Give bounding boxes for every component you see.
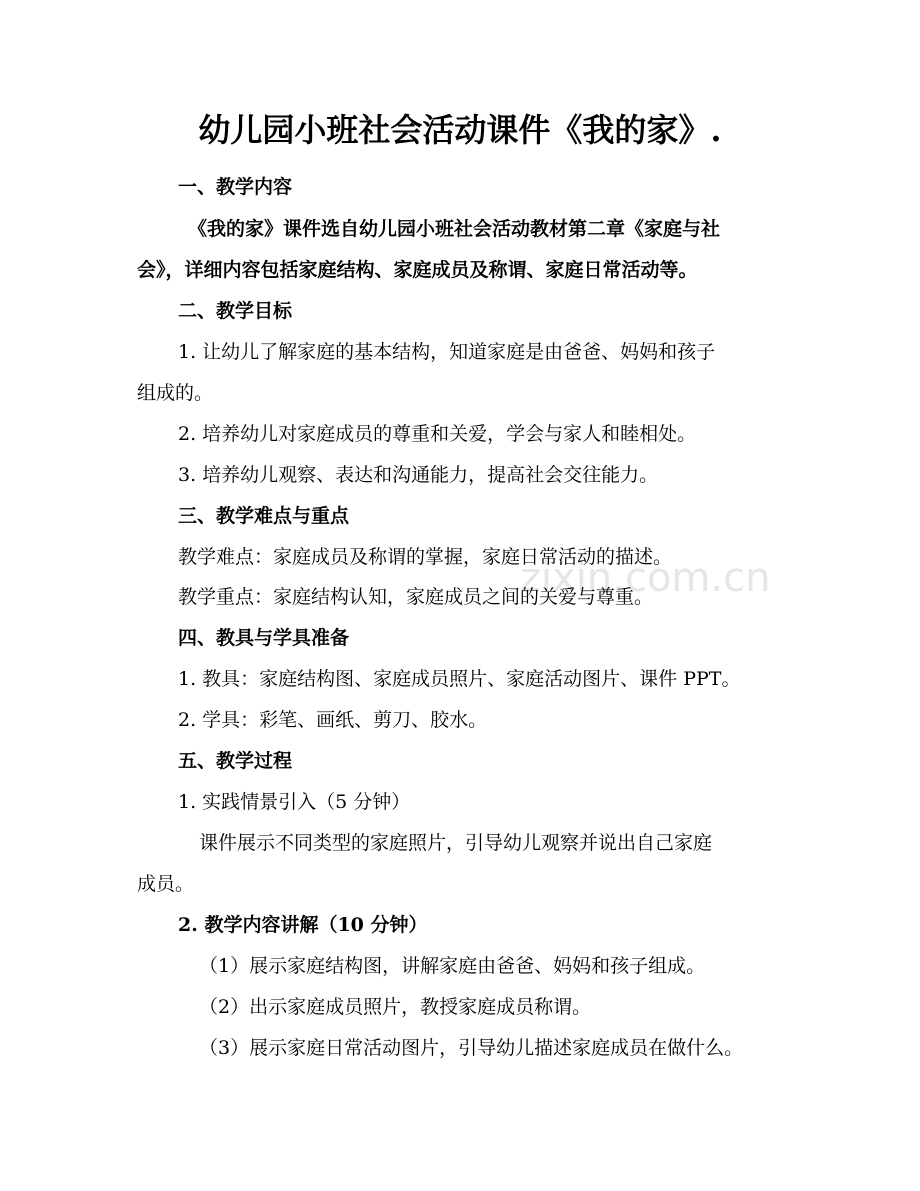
list-item: 1. 让幼儿了解家庭的基本结构，知道家庭是由爸爸、妈妈和孩子 (178, 341, 716, 363)
process-step: 2. 教学内容讲解（10 分钟） (178, 914, 428, 936)
process-substep: （3）展示家庭日常活动图片，引导幼儿描述家庭成员在做什么。 (199, 1037, 744, 1059)
process-substep: （1）展示家庭结构图，讲解家庭由爸爸、妈妈和孩子组成。 (199, 955, 706, 977)
list-item: 1. 教具：家庭结构图、家庭成员照片、家庭活动图片、课件 PPT。 (178, 668, 741, 690)
watermark: zixin.com.cn (520, 555, 771, 601)
paragraph-line: 《我的家》课件选自幼儿园小班社会活动教材第二章《家庭与社 (188, 218, 721, 240)
paragraph-line: 课件展示不同类型的家庭照片，引导幼儿观察并说出自己家庭 (199, 832, 713, 854)
page-title: 幼儿园小班社会活动课件《我的家》. (198, 111, 722, 149)
key-point-text: 教学重点：家庭结构认知，家庭成员之间的关爱与尊重。 (178, 586, 654, 608)
list-item: 3. 培养幼儿观察、表达和沟通能力，提高社会交往能力。 (178, 464, 659, 486)
section-heading: 五、教学过程 (178, 750, 293, 772)
list-item: 2. 学具：彩笔、画纸、剪刀、胶水。 (178, 709, 488, 731)
difficulty-text: 教学难点：家庭成员及称谓的掌握，家庭日常活动的描述。 (178, 546, 673, 568)
list-item: 2. 培养幼儿对家庭成员的尊重和关爱，学会与家人和睦相处。 (178, 423, 697, 445)
section-heading: 四、教具与学具准备 (178, 627, 350, 649)
list-item-continuation: 组成的。 (137, 382, 214, 404)
section-heading: 三、教学难点与重点 (178, 505, 350, 527)
section-heading: 二、教学目标 (178, 300, 293, 322)
process-step: 1. 实践情景引入（5 分钟） (178, 791, 411, 813)
paragraph-line: 成员。 (137, 873, 195, 895)
paragraph-line: 会》，详细内容包括家庭结构、家庭成员及称谓、家庭日常活动等。 (137, 259, 698, 281)
process-substep: （2）出示家庭成员照片，教授家庭成员称谓。 (199, 996, 592, 1018)
section-heading: 一、教学内容 (178, 176, 293, 198)
